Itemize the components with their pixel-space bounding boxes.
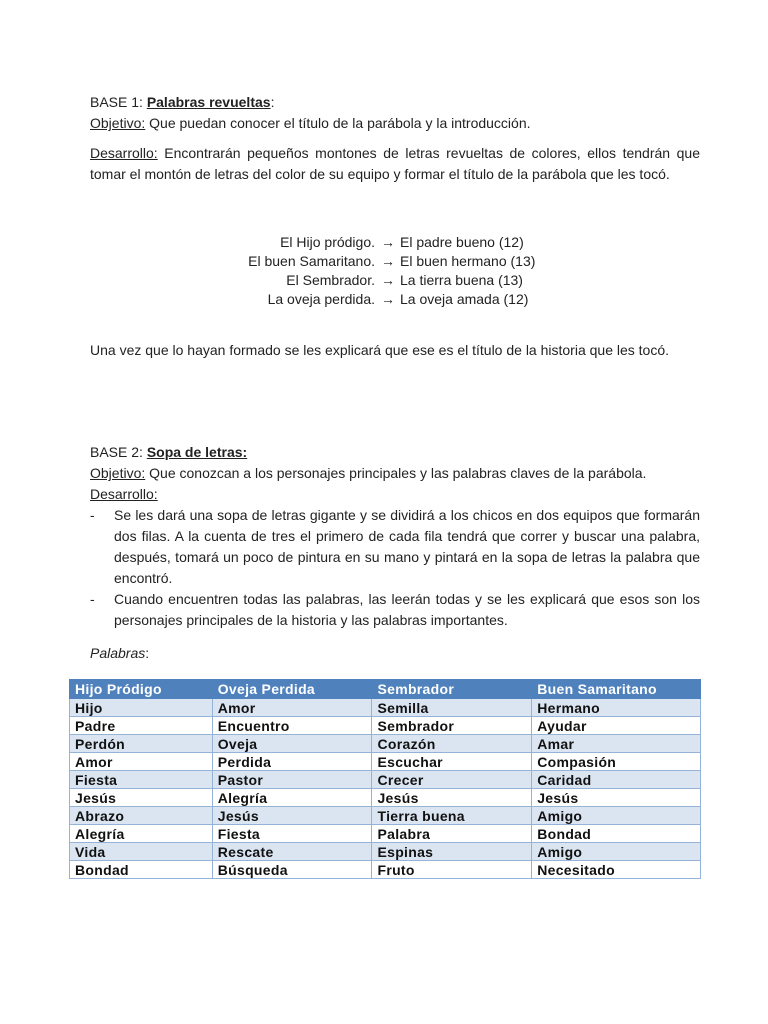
table-row	[70, 771, 701, 789]
table-row	[70, 717, 701, 735]
title-pair	[90, 290, 700, 309]
base1-objetivo-text: Que puedan conocer el título de la parábola y la introducción.	[145, 115, 531, 131]
parable-title: El Sembrador.	[286, 272, 375, 288]
base1-desarrollo-text: Encontrarán pequeños montones de letras revueltas de colores, ellos tendrán que tomar el montón de letras del color de su equipo y formar el título de la parábola que les tocó.	[90, 145, 700, 182]
right-arrow-icon: →	[381, 253, 395, 269]
table-header-row	[70, 680, 701, 699]
table-cell: Abrazo	[70, 807, 213, 825]
table-row	[70, 753, 701, 771]
table-cell: Jesús	[70, 789, 213, 807]
table-cell: Bondad	[532, 825, 701, 843]
table-cell: Amar	[532, 735, 701, 753]
table-cell: Fruto	[372, 861, 532, 879]
base2-heading	[90, 442, 700, 463]
list-item	[90, 505, 700, 589]
base1-title: Palabras revueltas	[146, 94, 271, 110]
table-cell: Amor	[212, 699, 372, 717]
base1-prefix: BASE 1:	[90, 94, 147, 110]
table-cell: Sembrador	[372, 717, 532, 735]
title-pair	[90, 233, 700, 252]
table-cell: Amigo	[532, 807, 701, 825]
right-arrow-icon: →	[381, 234, 395, 250]
base1-objetivo-label: Objetivo:	[90, 115, 146, 131]
table-cell: Alegría	[70, 825, 213, 843]
table-cell: Oveja	[212, 735, 372, 753]
base2-title: Sopa de letras:	[146, 444, 248, 460]
base2-objetivo-text: Que conozcan a los personajes principales y las palabras claves de la parábola.	[145, 465, 647, 481]
table-cell: Corazón	[372, 735, 532, 753]
table-cell: Búsqueda	[212, 861, 372, 879]
table-cell: Compasión	[532, 753, 701, 771]
base1-desarrollo-label: Desarrollo:	[90, 145, 158, 161]
base2-prefix: BASE 2:	[90, 444, 147, 460]
table-cell: Escuchar	[372, 753, 532, 771]
column-header: Sembrador	[372, 680, 532, 699]
base2-section	[90, 442, 700, 631]
table-cell: Fiesta	[212, 825, 372, 843]
table-row	[70, 735, 701, 753]
new-title: El padre bueno (12)	[400, 234, 524, 250]
table-cell: Jesús	[532, 789, 701, 807]
table-cell: Jesús	[372, 789, 532, 807]
palabras-label: Palabras	[90, 645, 146, 661]
table-cell: Espinas	[372, 843, 532, 861]
table-row	[70, 861, 701, 879]
table-cell: Palabra	[372, 825, 532, 843]
right-arrow-icon: →	[381, 291, 395, 307]
base1-closing: Una vez que lo hayan formado se les explicará que ese es el título de la historia que les tocó.	[90, 342, 670, 358]
new-title: El buen hermano (13)	[400, 253, 536, 269]
new-title: La oveja amada (12)	[400, 291, 529, 307]
palabras-label-line	[90, 643, 700, 664]
base2-objetivo	[90, 463, 700, 484]
parable-title: La oveja perdida.	[267, 291, 375, 307]
base1-objetivo	[90, 113, 700, 134]
table-cell: Vida	[70, 843, 213, 861]
column-header: Buen Samaritano	[532, 680, 701, 699]
table-cell: Perdón	[70, 735, 213, 753]
table-cell: Caridad	[532, 771, 701, 789]
table-cell: Perdida	[212, 753, 372, 771]
table-cell: Encuentro	[212, 717, 372, 735]
parable-title: El buen Samaritano.	[248, 253, 375, 269]
table-cell: Pastor	[212, 771, 372, 789]
base2-bullet-list	[90, 505, 700, 631]
table-cell: Hijo	[70, 699, 213, 717]
table-cell: Fiesta	[70, 771, 213, 789]
column-header: Oveja Perdida	[212, 680, 372, 699]
table-cell: Bondad	[70, 861, 213, 879]
table-cell: Rescate	[212, 843, 372, 861]
base1-section	[90, 92, 700, 134]
base1-heading	[90, 92, 700, 113]
base1-desarrollo	[90, 143, 700, 185]
table-cell: Hermano	[532, 699, 701, 717]
list-item	[90, 589, 700, 631]
table-cell: Jesús	[212, 807, 372, 825]
table-cell: Semilla	[372, 699, 532, 717]
table-cell: Necesitado	[532, 861, 701, 879]
table-cell: Padre	[70, 717, 213, 735]
base2-desarrollo-label: Desarrollo:	[90, 486, 158, 502]
bullet-text: Se les dará una sopa de letras gigante y se dividirá a los chicos en dos equipos que formarán dos filas. A la cuenta de tres el primero de cada fila tendrá que correr y buscar una palabra, después, tomará un poco de pintura en su mano y pintará en la sopa de letras la palabra que encontró.	[114, 507, 700, 586]
parable-title: El Hijo pródigo.	[280, 234, 375, 250]
bullet-text: Cuando encuentren todas las palabras, las leerán todas y se les explicará que esos son los personajes principales de la historia y las palabras importantes.	[114, 591, 700, 628]
base1-title-suffix: :	[270, 94, 275, 110]
table-cell: Crecer	[372, 771, 532, 789]
palabras-colon: :	[145, 645, 150, 661]
table-row	[70, 825, 701, 843]
table-cell: Amor	[70, 753, 213, 771]
new-title: La tierra buena (13)	[400, 272, 523, 288]
base2-objetivo-label: Objetivo:	[90, 465, 146, 481]
title-pairs-list	[90, 233, 700, 309]
column-header: Hijo Pródigo	[70, 680, 213, 699]
title-pair	[90, 271, 700, 290]
table-row	[70, 843, 701, 861]
base2-desarrollo	[90, 484, 700, 505]
table-cell: Tierra buena	[372, 807, 532, 825]
dash-bullet: -	[90, 591, 95, 607]
table-row	[70, 789, 701, 807]
table-cell: Alegría	[212, 789, 372, 807]
title-pair	[90, 252, 700, 271]
table-cell: Ayudar	[532, 717, 701, 735]
table-row	[70, 699, 701, 717]
table-row	[70, 807, 701, 825]
dash-bullet: -	[90, 507, 95, 523]
right-arrow-icon: →	[381, 272, 395, 288]
table-cell: Amigo	[532, 843, 701, 861]
words-table	[69, 679, 701, 879]
